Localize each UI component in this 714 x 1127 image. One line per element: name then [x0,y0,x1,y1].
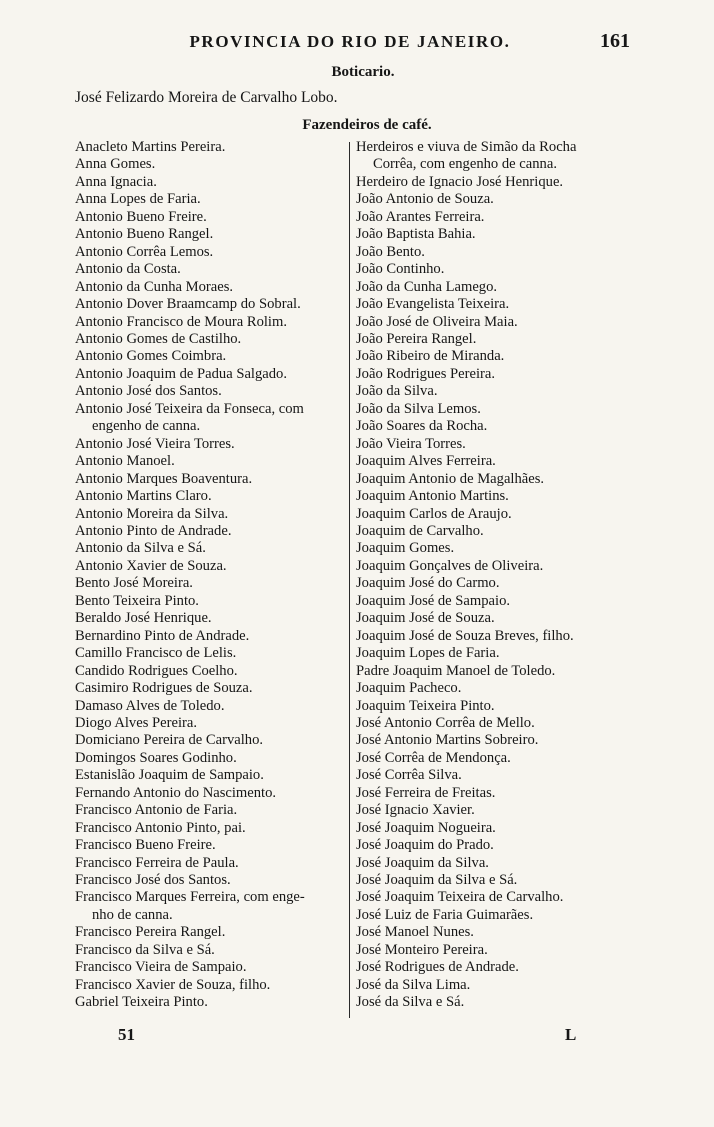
list-item: João Evangelista Teixeira. [356,296,510,313]
section-title-boticario: Boticario. [331,64,395,80]
list-item: Joaquim Antonio de Magalhães. [356,470,545,487]
list-item: Estanislão Joaquim de Sampaio. [75,767,264,784]
list-item: Casimiro Rodrigues de Souza. [75,680,253,697]
list-item: Antonio da Cunha Moraes. [75,278,234,295]
list-item: José Monteiro Pereira. [356,941,488,958]
list-item: João da Cunha Lamego. [356,278,498,295]
list-item: João Vieira Torres. [356,435,466,452]
list-item: João Baptista Bahia. [356,226,476,243]
list-item: José Joaquim Nogueira. [356,819,496,836]
list-item: João da Silva. [356,383,438,400]
list-item: João Ribeiro de Miranda. [356,348,505,365]
list-item: Joaquim Antonio Martins. [356,488,509,505]
list-item: João Pereira Rangel. [356,330,477,347]
list-item: Gabriel Teixeira Pinto. [75,994,208,1011]
list-item: José da Silva e Sá. [356,994,465,1011]
list-item: Herdeiro de Ignacio José Henrique. [356,173,564,190]
list-item: Antonio Xavier de Souza. [75,557,227,574]
list-item: Joaquim José de Sampaio. [356,592,511,609]
list-item: Bento Teixeira Pinto. [75,592,199,609]
list-item: José Corrêa de Mendonça. [356,749,511,766]
list-item: Anna Ignacia. [75,173,157,190]
right-column [356,139,646,1012]
list-item: Francisco Pereira Rangel. [75,924,226,941]
running-header [0,30,714,56]
list-item: José Antonio Martins Sobreiro. [356,732,539,749]
list-item: João Bento. [356,243,425,260]
list-item: José Joaquim da Silva e Sá. [356,872,518,889]
list-item: Bento José Moreira. [75,575,193,592]
list-item: Joaquim Alves Ferreira. [356,453,496,470]
list-item: José Joaquim do Prado. [356,837,494,854]
list-item: Domiciano Pereira de Carvalho. [75,732,264,749]
list-item: Damaso Alves de Toledo. [75,697,225,714]
list-item: José Antonio Corrêa de Mello. [356,714,535,731]
list-item: João Continho. [356,261,445,278]
list-item: Francisco Antonio de Faria. [75,802,238,819]
list-item: Antonio Francisco de Moura Rolim. [75,313,287,330]
list-item: Joaquim José de Souza Breves, filho. [356,627,574,644]
list-item: Anacleto Martins Pereira. [75,139,226,155]
list-item: Joaquim Lopes de Faria. [356,645,500,662]
list-item-continuation: engenho de canna. [92,418,201,435]
list-item: Antonio Moreira da Silva. [75,505,229,522]
list-item: Antonio Joaquim de Padua Salgado. [75,365,287,382]
list-item-continuation: nho de canna. [92,906,173,923]
list-item: Joaquim Gonçalves de Oliveira. [356,557,544,574]
page-number: 161 [600,30,630,52]
list-item: João Arantes Ferreira. [356,208,485,225]
list-item: Joaquim Pacheco. [356,680,462,697]
list-item: João da Silva Lemos. [356,400,481,417]
list-item: Fernando Antonio do Nascimento. [75,784,277,801]
list-item: Antonio José Vieira Torres. [75,435,235,452]
list-item: José Joaquim Teixeira de Carvalho. [356,889,564,906]
list-item: Antonio Corrêa Lemos. [75,243,214,260]
list-item: Diogo Alves Pereira. [75,714,197,731]
list-item: José da Silva Lima. [356,976,471,993]
section-title-fazendeiros: Fazendeiros de café. [302,117,432,133]
list-item: Francisco Bueno Freire. [75,837,216,854]
list-item: José Ferreira de Freitas. [356,784,496,801]
list-item: Antonio Pinto de Andrade. [75,522,232,539]
list-item: Antonio José Teixeira da Fonseca, com [75,400,304,417]
list-item: Antonio Gomes Coimbra. [75,348,227,365]
list-item: José Joaquim da Silva. [356,854,489,871]
list-item: Antonio José dos Santos. [75,383,222,400]
list-item: Francisco da Silva e Sá. [75,941,215,958]
list-item: Herdeiros e viuva de Simão da Rocha [356,139,577,155]
list-item: João José de Oliveira Maia. [356,313,518,330]
list-item: Padre Joaquim Manoel de Toledo. [356,662,556,679]
signature-mark-left: 51 [118,1025,135,1044]
list-item: Joaquim Teixeira Pinto. [356,697,495,714]
list-item: João Antonio de Souza. [356,191,494,208]
list-item: Francisco José dos Santos. [75,872,231,889]
list-item: Bernardino Pinto de Andrade. [75,627,250,644]
list-item: José Ignacio Xavier. [356,802,475,819]
list-item: Anna Gomes. [75,156,156,173]
list-item: José Manoel Nunes. [356,924,474,941]
list-item: Antonio Gomes de Castilho. [75,330,242,347]
list-item: Francisco Ferreira de Paula. [75,854,239,871]
column-divider [349,142,350,1018]
list-item: Antonio da Silva e Sá. [75,540,206,557]
list-item: João Soares da Rocha. [356,418,488,435]
list-item: Joaquim José do Carmo. [356,575,500,592]
list-item: Francisco Vieira de Sampaio. [75,959,247,976]
list-item: Camillo Francisco de Lelis. [75,645,237,662]
list-item: Beraldo José Henrique. [75,610,212,627]
list-item: Joaquim de Carvalho. [356,522,484,539]
list-item: Antonio Bueno Freire. [75,208,207,225]
list-item: Francisco Antonio Pinto, pai. [75,819,246,836]
list-item: Francisco Marques Ferreira, com enge- [75,889,305,906]
list-item: João Rodrigues Pereira. [356,365,496,382]
list-item: José Corrêa Silva. [356,767,462,784]
list-item: Antonio da Costa. [75,261,181,278]
list-item: Francisco Xavier de Souza, filho. [75,976,271,993]
list-item: Antonio Bueno Rangel. [75,226,214,243]
list-item: Joaquim Gomes. [356,540,455,557]
list-item-continuation: Corrêa, com engenho de canna. [373,156,557,173]
left-column [75,139,347,1012]
running-title: PROVINCIA DO RIO DE JANEIRO. [189,32,511,51]
list-item: Antonio Marques Boaventura. [75,470,253,487]
list-item: Candido Rodrigues Coelho. [75,662,238,679]
list-item: Anna Lopes de Faria. [75,191,201,208]
list-item: Joaquim José de Souza. [356,610,495,627]
boticario-entry: José Felizardo Moreira de Carvalho Lobo. [75,89,338,106]
list-item: José Rodrigues de Andrade. [356,959,519,976]
list-item: Antonio Dover Braamcamp do Sobral. [75,296,301,313]
list-item: Domingos Soares Godinho. [75,749,237,766]
list-item: José Luiz de Faria Guimarães. [356,906,534,923]
list-item: Joaquim Carlos de Araujo. [356,505,512,522]
list-item: Antonio Manoel. [75,453,175,470]
signature-mark-right: L [565,1025,577,1044]
list-item: Antonio Martins Claro. [75,488,212,505]
